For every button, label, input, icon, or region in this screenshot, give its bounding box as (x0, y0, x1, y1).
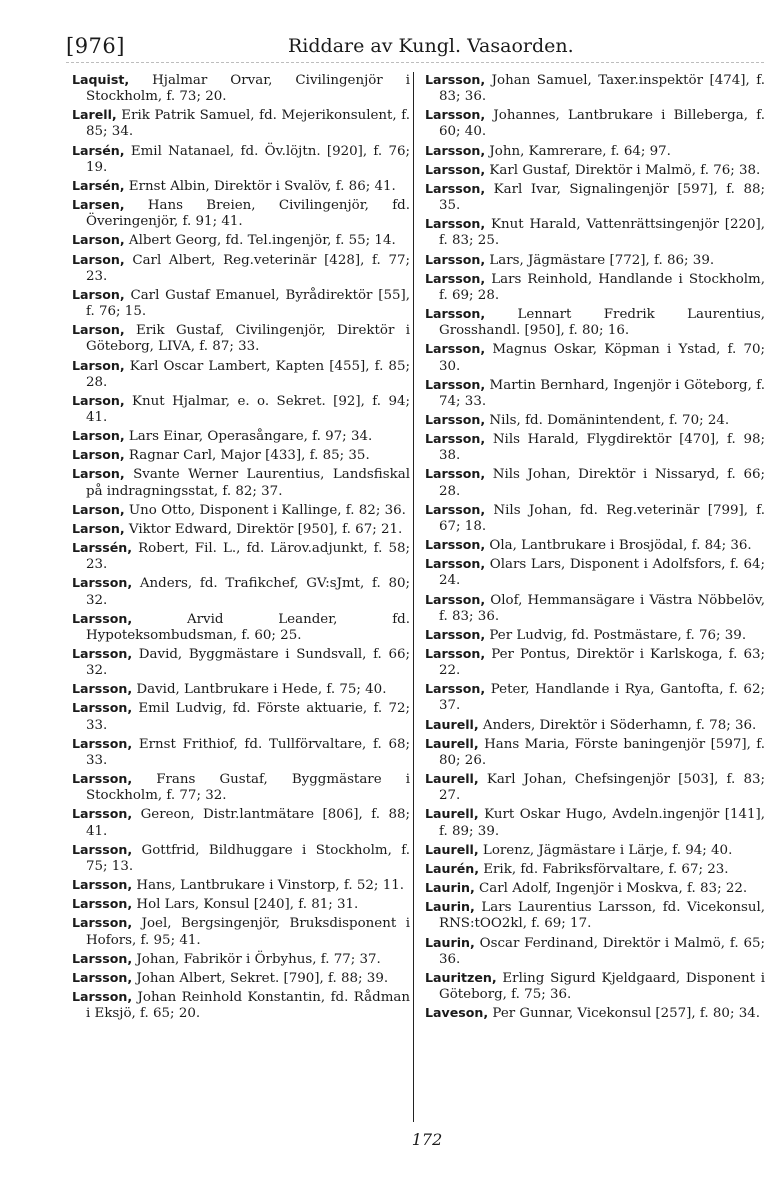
entry-surname: Laurell, (425, 806, 479, 822)
entry-surname: Larsson, (425, 556, 486, 572)
entry-details: Hans Breien, Civilingenjör, fd. Överingenjör, f. 91; 41. (86, 198, 410, 230)
register-entry (72, 502, 410, 519)
entry-surname: Lauritzen, (425, 969, 497, 985)
entry-surname: Larsson, (425, 681, 486, 697)
entry-details: Johan, Fabrikör i Örbyhus, f. 77; 37. (132, 951, 381, 967)
register-entry (72, 736, 410, 769)
entry-surname: Larsén, (72, 142, 125, 158)
entry-details: Lars Einar, Operasångare, f. 97; 34. (124, 429, 373, 445)
entry-details: David, Lantbrukare i Hede, f. 75; 40. (132, 682, 387, 698)
register-entry (425, 627, 765, 644)
register-entry (72, 540, 410, 573)
entry-details: Per Pontus, Direktör i Karlskoga, f. 63; 22. (439, 647, 765, 679)
entry-surname: Larson, (72, 428, 125, 444)
entry-details: Lars Reinhold, Handlande i Stockholm, f. 69; 28. (439, 271, 765, 303)
entry-surname: Larsson, (425, 180, 486, 196)
entry-details: Ernst Albin, Direktör i Svalöv, f. 86; 41. (124, 178, 396, 194)
entry-surname: Larsson, (425, 161, 486, 177)
entry-surname: Larson, (72, 322, 125, 338)
entry-details: Knut Hjalmar, e. o. Sekret. [92], f. 94; 41. (86, 393, 410, 425)
entry-details: Robert, Fil. L., fd. Lärov.adjunkt, f. 58; 23. (86, 541, 410, 573)
register-entry (425, 646, 765, 679)
entry-details: Gottfrid, Bildhuggare i Stockholm, f. 75; 13. (86, 842, 410, 874)
register-entry (425, 341, 765, 374)
entry-details: Nils Harald, Flygdirektör [470], f. 98; 38. (439, 432, 765, 464)
register-entry (72, 358, 410, 391)
entry-details: Hjalmar Orvar, Civilingenjör i Stockholm, f. 73; 20. (86, 73, 410, 105)
entry-details: Kurt Oskar Hugo, Avdeln.ingenjör [141], f. 89; 39. (439, 807, 765, 839)
register-entry (72, 771, 410, 804)
entry-details: Knut Harald, Vattenrättsingenjör [220], f. 83; 25. (439, 217, 765, 249)
entry-surname: Laurén, (425, 860, 479, 876)
register-entry (425, 181, 765, 214)
register-entry (425, 771, 765, 804)
entry-details: Anders, fd. Trafikchef, GV:sJmt, f. 80; 32. (86, 576, 410, 608)
register-entry (72, 681, 410, 698)
register-entry (425, 861, 765, 878)
entry-details: Carl Albert, Reg.veterinär [428], f. 77; 23. (86, 252, 410, 284)
register-entry (72, 252, 410, 285)
register-entry (425, 306, 765, 339)
register-entry (72, 466, 410, 499)
register-entry (425, 681, 765, 714)
entry-surname: Larsson, (425, 142, 486, 158)
entry-surname: Larson, (72, 501, 125, 517)
entry-surname: Larsson, (72, 915, 133, 931)
entry-surname: Larell, (72, 107, 117, 123)
entry-details: Nils Johan, fd. Reg.veterinär [799], f. 67; 18. (439, 502, 765, 534)
entry-surname: Larson, (72, 357, 125, 373)
register-entry (72, 143, 410, 176)
register-entry (425, 537, 765, 554)
entry-details: Hans Maria, Förste baningenjör [597], f. 80; 26. (439, 736, 765, 768)
register-entry (425, 412, 765, 429)
entry-surname: Larson, (72, 520, 125, 536)
register-entry (72, 72, 410, 105)
entry-surname: Larson, (72, 466, 125, 482)
register-entry (72, 951, 410, 968)
entry-details: Arvid Leander, fd. Hypoteksombudsman, f. 60; 25. (86, 611, 410, 643)
entry-surname: Larsson, (425, 251, 486, 267)
entry-details: Hans, Lantbrukare i Vinstorp, f. 52; 11. (132, 878, 405, 894)
entry-surname: Larsson, (72, 700, 133, 716)
register-entry (72, 700, 410, 733)
register-entry (425, 377, 765, 410)
register-entry (425, 592, 765, 625)
entry-details: Lennart Fredrik Laurentius, Grosshandl. [950], f. 80; 16. (439, 307, 765, 339)
entry-surname: Larsson, (425, 591, 486, 607)
folio-number: 172 (411, 1130, 443, 1149)
entry-surname: Larsson, (72, 681, 133, 697)
entry-details: Carl Adolf, Ingenjör i Moskva, f. 83; 22. (474, 881, 748, 897)
entry-surname: Larsson, (425, 626, 486, 642)
entry-surname: Larsson, (425, 270, 486, 286)
running-title: Riddare av Kungl. Vasaorden. (288, 35, 574, 57)
entry-details: Oscar Ferdinand, Direktör i Malmö, f. 65; 36. (439, 935, 765, 967)
entry-details: Carl Gustaf Emanuel, Byrådirektör [55], f. 76; 15. (86, 287, 410, 320)
entry-details: Martin Bernhard, Ingenjör i Göteborg, f. 74; 33. (439, 377, 765, 409)
left-column (72, 72, 410, 1024)
header-divider (66, 62, 764, 63)
entry-details: Magnus Oskar, Köpman i Ystad, f. 70; 30. (439, 342, 765, 374)
register-entry (72, 287, 410, 320)
entry-surname: Larsson, (425, 466, 486, 482)
entry-surname: Laurell, (425, 735, 479, 751)
entry-details: Erik Patrik Samuel, fd. Mejerikonsulent, f. 85; 34. (86, 108, 410, 140)
register-entry (72, 447, 410, 464)
entry-details: Erik, fd. Fabriksförvaltare, f. 67; 23. (479, 861, 729, 877)
register-entry (72, 611, 410, 644)
entry-details: Uno Otto, Disponent i Kallinge, f. 82; 36. (124, 502, 406, 518)
register-entry (425, 466, 765, 499)
entry-surname: Larsson, (72, 806, 133, 822)
register-entry (72, 877, 410, 894)
entry-surname: Larsson, (72, 771, 133, 787)
entry-surname: Larsson, (72, 735, 133, 751)
entry-surname: Laurell, (425, 716, 479, 732)
entry-surname: Larsson, (425, 306, 486, 322)
entry-details: Hol Lars, Konsul [240], f. 81; 31. (132, 897, 359, 913)
register-entry (425, 717, 765, 734)
register-entry (425, 143, 765, 160)
entry-details: Lars, Jägmästare [772], f. 86; 39. (485, 252, 715, 268)
entry-surname: Larsson, (425, 431, 486, 447)
page-number: [976] (66, 34, 125, 58)
register-entry (425, 970, 765, 1003)
entry-details: Viktor Edward, Direktör [950], f. 67; 21. (124, 521, 403, 537)
entry-details: Gereon, Distr.lantmätare [806], f. 88; 41. (86, 807, 410, 839)
register-entry (425, 1005, 765, 1022)
entry-surname: Larsson, (425, 411, 486, 427)
entry-surname: Larsén, (72, 177, 125, 193)
entry-details: Nils, fd. Domänintendent, f. 70; 24. (485, 412, 730, 428)
entry-details: Karl Oscar Lambert, Kapten [455], f. 85; 28. (86, 358, 410, 390)
entry-surname: Larson, (72, 232, 125, 248)
entry-details: Johan Albert, Sekret. [790], f. 88; 39. (132, 970, 389, 986)
register-entry (72, 806, 410, 839)
entry-surname: Laurell, (425, 771, 479, 787)
entry-surname: Laquist, (72, 72, 130, 87)
register-entry (425, 252, 765, 269)
register-entry (425, 431, 765, 464)
register-entry (425, 107, 765, 140)
register-entry (72, 107, 410, 140)
entry-surname: Laurin, (425, 934, 475, 950)
entry-details: Emil Ludvig, fd. Förste aktuarie, f. 72; 33. (86, 701, 410, 733)
entry-surname: Larson, (72, 251, 125, 267)
entry-surname: Larson, (72, 392, 125, 408)
entry-surname: Larsson, (72, 988, 133, 1004)
entry-surname: Larsson, (72, 969, 133, 985)
register-entry (425, 162, 765, 179)
register-entry (425, 216, 765, 249)
entry-details: Olof, Hemmansägare i Västra Nöbbelöv, f. 83; 36. (439, 592, 765, 624)
entry-details: John, Kamrerare, f. 64; 97. (485, 143, 671, 159)
register-entry (72, 970, 410, 987)
register-entry (72, 842, 410, 875)
register-entry (425, 736, 765, 769)
register-entry (72, 197, 410, 230)
column-divider (413, 72, 414, 1122)
entry-details: Nils Johan, Direktör i Nissaryd, f. 66; 28. (439, 467, 765, 499)
entry-surname: Larsson, (425, 107, 486, 123)
entry-surname: Larson, (72, 447, 125, 463)
register-entry (425, 842, 765, 859)
register-entry (72, 896, 410, 913)
register-entry (72, 428, 410, 445)
entry-details: Erik Gustaf, Civilingenjör, Direktör i Göteborg, LIVA, f. 87; 33. (86, 323, 410, 355)
entry-details: Johannes, Lantbrukare i Billeberga, f. 60; 40. (439, 108, 765, 140)
register-entry (72, 915, 410, 948)
entry-details: Johan Reinhold Konstantin, fd. Rådman i Eksjö, f. 65; 20. (86, 989, 410, 1022)
register-entry (425, 935, 765, 968)
entry-details: Peter, Handlande i Rya, Gantofta, f. 62; 37. (439, 682, 765, 714)
entry-surname: Larsson, (72, 950, 133, 966)
entry-details: Albert Georg, fd. Tel.ingenjör, f. 55; 14. (124, 233, 396, 249)
entry-details: Ola, Lantbrukare i Brosjödal, f. 84; 36. (485, 538, 752, 554)
entry-details: Karl Ivar, Signalingenjör [597], f. 88; 35. (439, 181, 765, 214)
register-entry (425, 806, 765, 839)
entry-surname: Larsen, (72, 197, 125, 213)
entry-details: Per Ludvig, fd. Postmästare, f. 76; 39. (485, 627, 747, 643)
entry-surname: Larsson, (425, 216, 486, 232)
entry-details: Ragnar Carl, Major [433], f. 85; 35. (124, 448, 370, 464)
register-entry (72, 646, 410, 679)
entry-details: Karl Gustaf, Direktör i Malmö, f. 76; 38. (485, 162, 761, 178)
register-entry (425, 556, 765, 589)
register-entry (72, 521, 410, 538)
entry-surname: Larsson, (425, 646, 486, 661)
register-entry (72, 178, 410, 195)
register-entry (425, 502, 765, 535)
entry-surname: Larsson, (72, 646, 133, 661)
register-entry (425, 880, 765, 897)
entry-details: Svante Werner Laurentius, Landsfiskal på indragningsstat, f. 82; 37. (86, 467, 410, 499)
entry-surname: Larsson, (72, 575, 133, 591)
right-column (425, 72, 765, 1024)
entry-surname: Larsson, (72, 841, 133, 857)
register-entry (425, 899, 765, 932)
entry-surname: Larsson, (425, 341, 486, 357)
register-entry (425, 72, 765, 105)
entry-details: Olars Lars, Disponent i Adolfsfors, f. 64; 24. (439, 557, 765, 589)
entry-surname: Larsson, (425, 376, 486, 392)
entry-surname: Laveson, (425, 1005, 489, 1021)
entry-details: Anders, Direktör i Söderhamn, f. 78; 36. (478, 717, 757, 733)
entry-details: Johan Samuel, Taxer.inspektör [474], f. 83; 36. (439, 73, 765, 105)
register-entry (72, 575, 410, 608)
entry-surname: Larson, (72, 286, 125, 302)
entry-details: David, Byggmästare i Sundsvall, f. 66; 32. (86, 647, 410, 679)
entry-surname: Larsson, (72, 877, 133, 893)
entry-surname: Laurell, (425, 841, 479, 857)
entry-surname: Larsson, (72, 896, 133, 912)
register-entry (72, 232, 410, 249)
entry-surname: Larsson, (72, 610, 133, 626)
page-header (66, 30, 766, 60)
entry-details: Erling Sigurd Kjeldgaard, Disponent i Göteborg, f. 75; 36. (439, 970, 765, 1002)
entry-details: Lorenz, Jägmästare i Lärje, f. 94; 40. (478, 842, 733, 858)
entry-details: Karl Johan, Chefsingenjör [503], f. 83; 27. (439, 772, 765, 804)
entry-details: Frans Gustaf, Byggmästare i Stockholm, f. 77; 32. (86, 772, 410, 804)
register-entry (425, 271, 765, 304)
entry-details: Ernst Frithiof, fd. Tullförvaltare, f. 68; 33. (86, 736, 410, 768)
entry-surname: Larsson, (425, 501, 486, 517)
entry-details: Lars Laurentius Larsson, fd. Vicekonsul, RNS:tOO2kl, f. 69; 17. (439, 900, 765, 932)
entry-surname: Laurin, (425, 880, 475, 896)
entry-details: Emil Natanael, fd. Öv.löjtn. [920], f. 76; 19. (86, 143, 410, 175)
entry-surname: Larssén, (72, 540, 133, 556)
entry-surname: Larsson, (425, 72, 486, 87)
entry-surname: Larsson, (425, 537, 486, 553)
entry-details: Joel, Bergsingenjör, Bruksdisponent i Hofors, f. 95; 41. (86, 916, 410, 948)
register-entry (72, 322, 410, 355)
register-entry (72, 989, 410, 1022)
register-entry (72, 393, 410, 426)
entry-details: Per Gunnar, Vicekonsul [257], f. 80; 34. (488, 1006, 761, 1022)
entry-surname: Laurin, (425, 899, 475, 915)
